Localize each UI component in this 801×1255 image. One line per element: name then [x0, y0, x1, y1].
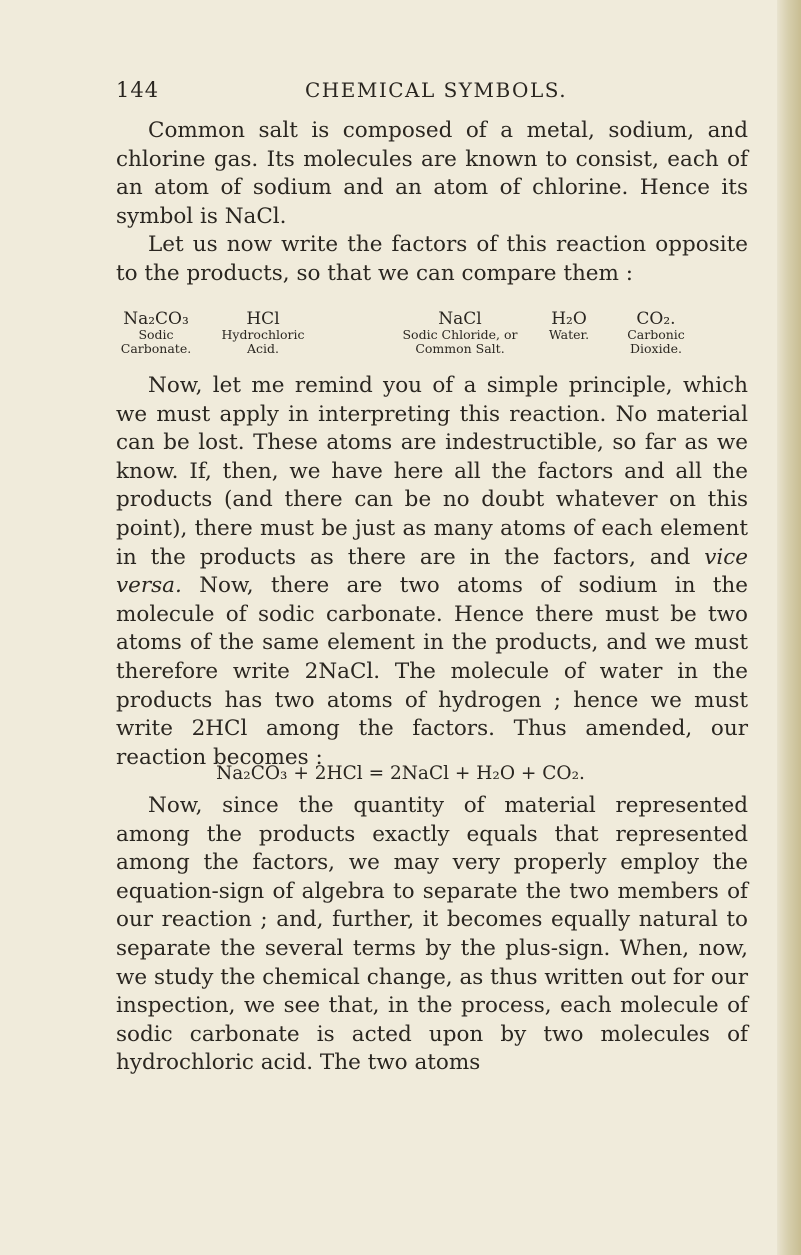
- italic-phrase: vice versa.: [116, 544, 748, 599]
- page-edge: [777, 0, 801, 1255]
- formula: Na₂CO₃: [123, 309, 189, 329]
- page-number: 144: [116, 78, 160, 102]
- caption-line-1: Sodic: [138, 327, 174, 342]
- factor-hydrochloric-acid: [208, 310, 318, 356]
- product-water: [542, 310, 596, 342]
- paragraph-common-salt: Common salt is composed of a metal, sodium, and chlorine gas. Its molecules are known to consist, each of an atom of sodium and an atom of chlorine. Hence its symbol is NaCl.: [116, 118, 748, 229]
- formula: H₂O: [551, 309, 587, 329]
- caption-line-1: Sodic Chloride, or: [402, 327, 518, 342]
- reaction-equation: Na₂CO₃ + 2HCl = 2NaCl + H₂O + CO₂.: [216, 763, 585, 784]
- factor-sodic-carbonate: [116, 310, 196, 356]
- caption-line-1: Hydrochloric: [221, 327, 305, 342]
- caption-line-1: Water.: [548, 327, 590, 342]
- product-carbonic-dioxide: [610, 310, 702, 356]
- factors-and-products-table: [116, 310, 748, 370]
- formula: CO₂.: [636, 309, 676, 329]
- product-sodic-chloride: [390, 310, 530, 356]
- page-header: [116, 78, 736, 112]
- paragraph-principle: [116, 372, 748, 772]
- caption-line-2: Acid.: [246, 341, 279, 356]
- paragraph-text: Now, let me remind you of a simple principle, which we must apply in interpreting this reaction. No material can be lost. These atoms are indestructible, so far as we know. If, then, we have here all the factors and all the products (and there can be no doubt whatever on this point), there must be just as many atoms of each element in the products as there are in the factors, and: [116, 373, 748, 570]
- paragraph-text: Now, there are two atoms of sodium in the molecule of sodic carbonate. Hence there must be two atoms of the same element in the products, and we must therefore write 2NaCl. The molecule of water in the products has two atoms of hydrogen ; hence we must write 2HCl among the factors. Thus amended, our reaction becomes :: [116, 573, 748, 770]
- caption-line-2: Carbonate.: [120, 341, 192, 356]
- running-head: CHEMICAL SYMBOLS.: [305, 78, 568, 102]
- caption-line-2: Common Salt.: [415, 341, 505, 356]
- paragraph-factors-intro: Let us now write the factors of this reaction opposite to the products, so that we can compare them :: [116, 232, 748, 286]
- text-block-principle: [116, 372, 748, 772]
- text-block-intro: [116, 117, 748, 289]
- caption-line-2: Dioxide.: [630, 341, 682, 356]
- formula: HCl: [246, 309, 280, 329]
- caption-line-1: Carbonic: [627, 327, 685, 342]
- paragraph-equation-sign: Now, since the quantity of material represented among the products exactly equals that represented among the factors, we may very properly employ the equation-sign of algebra to separate the two members of our reaction ; and, further, it becomes equally natural to separate the several terms by the plus-sign. When, now, we study the chemical change, as thus written out for our inspection, we see that, in the process, each molecule of sodic carbonate is acted upon by two molecules of hydrochloric acid. The two atoms: [116, 793, 748, 1076]
- text-block-equation-sign: [116, 792, 748, 1078]
- formula: NaCl: [438, 309, 482, 329]
